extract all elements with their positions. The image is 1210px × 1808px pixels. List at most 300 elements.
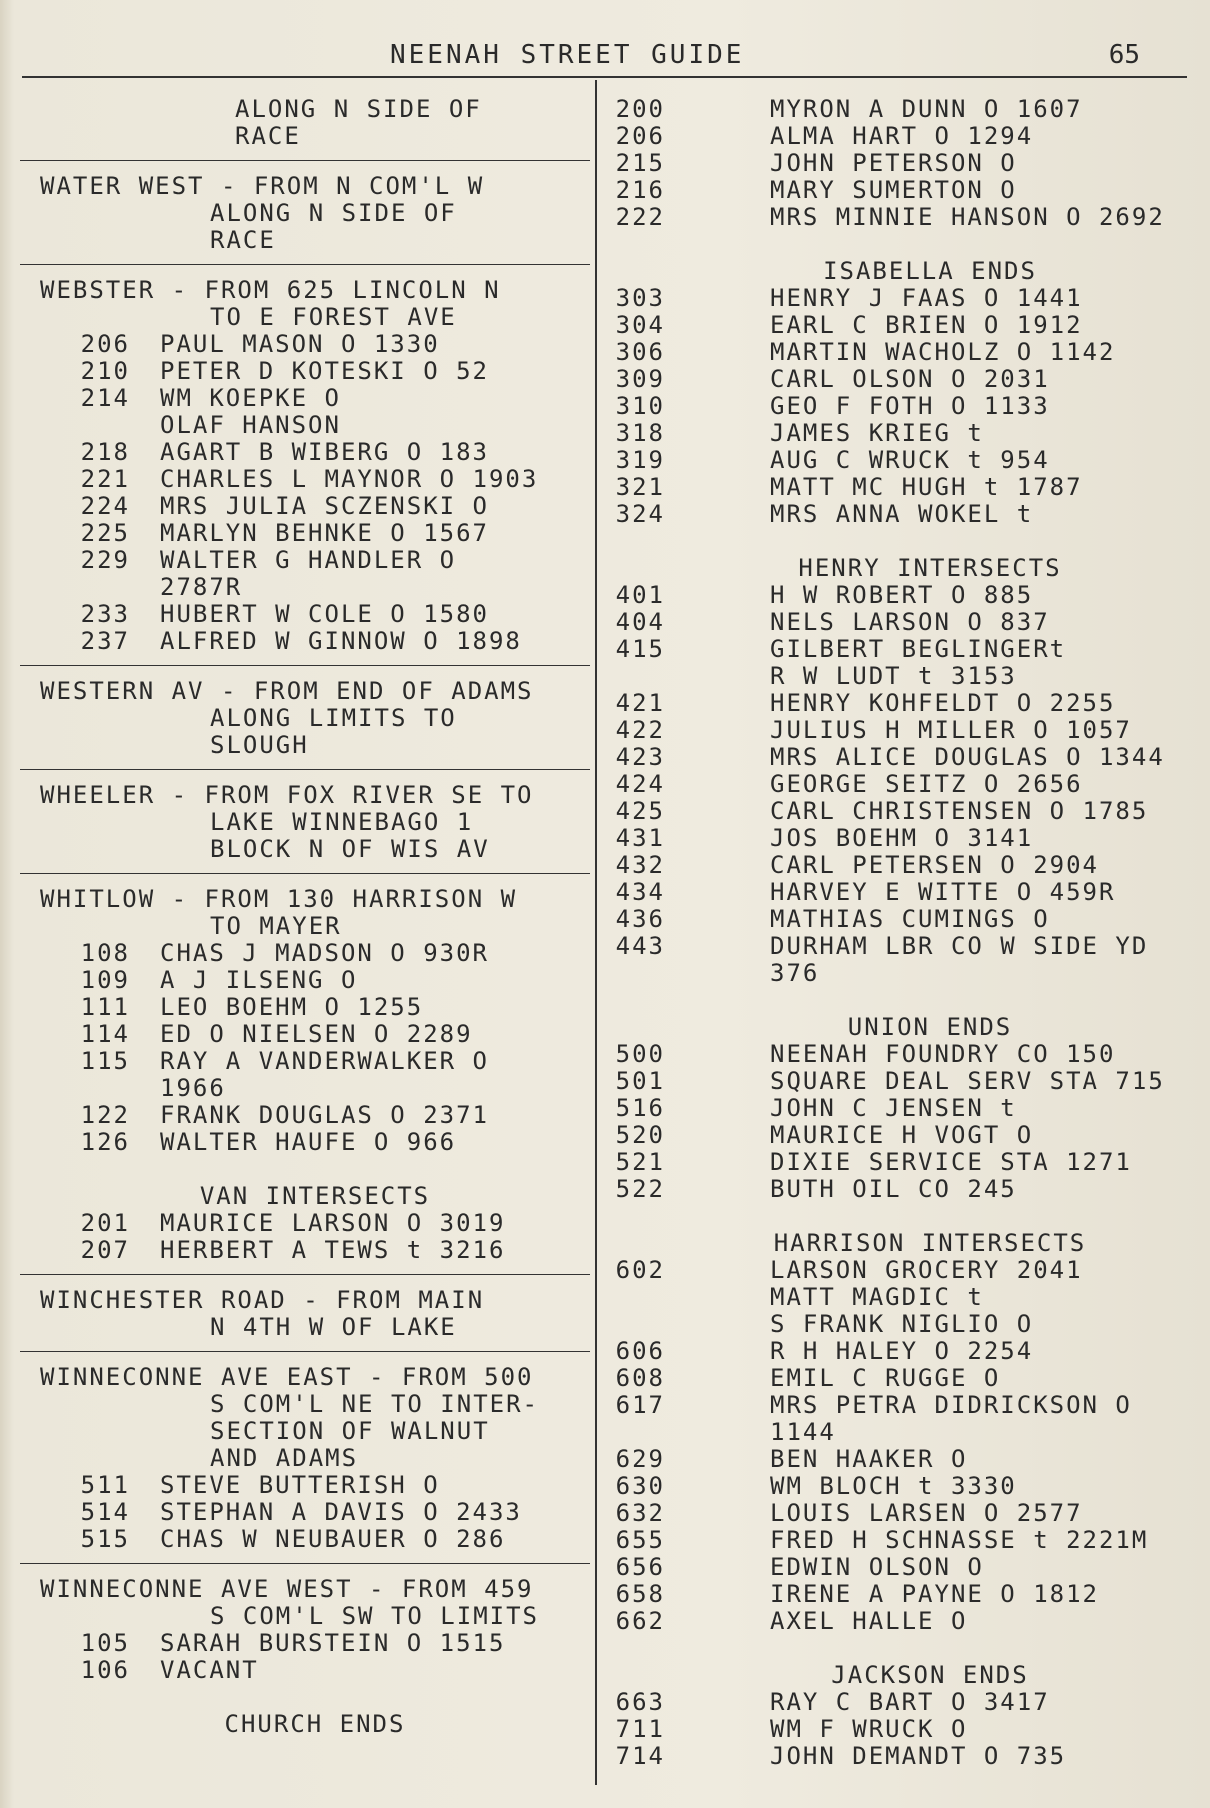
resident-entry: STEVE BUTTERISH O [160,1471,440,1499]
spacer [40,1156,590,1183]
section-divider [20,264,590,265]
house-number: 425 [615,797,665,825]
street-description-line: ALONG LIMITS TO [210,704,457,732]
street-description: - FROM N COM'L W [220,172,485,200]
listing-row [40,331,590,358]
resident-entry: RAY A VANDERWALKER O [160,1047,489,1075]
resident-entry: EMIL C RUGGE O [770,1364,1001,1392]
listing-row [615,1607,1190,1635]
resident-entry: CHARLES L MAYNOR O 1903 [160,465,539,493]
listing-row [40,547,590,574]
house-number [595,960,695,987]
resident-entry: HERBERT A TEWS t 3216 [160,1236,506,1264]
street-heading [40,678,590,705]
street-description: - FROM MAIN [303,1286,485,1314]
listing-row [615,473,1190,501]
listing-row [615,392,1190,420]
resident-entry: CHAS J MADSON O 930R [160,939,489,967]
house-number: 216 [615,176,665,204]
house-number: 222 [615,203,665,231]
listing-row [40,1526,590,1553]
resident-entry: HARVEY E WITTE O 459R [770,878,1116,906]
street-heading [40,1287,590,1314]
listing-row [615,1688,1190,1716]
house-number [595,663,695,690]
listing-row [40,940,590,967]
listing-row [615,1067,1190,1095]
street-name: WEBSTER [40,276,156,304]
house-number [595,1311,695,1338]
house-number: 658 [615,1580,665,1608]
resident-entry: 1966 [160,1074,226,1102]
listing-row [615,149,1190,177]
street-description: - FROM FOX RIVER SE TO [171,781,534,809]
house-number: 200 [615,95,665,123]
house-number: 424 [615,770,665,798]
house-number: 122 [80,1101,130,1129]
listing-row [615,689,1190,717]
listing-row [615,176,1190,204]
resident-entry: RAY C BART O 3417 [770,1688,1050,1716]
resident-entry: CARL CHRISTENSEN O 1785 [770,797,1149,825]
resident-entry: AGART B WIBERG O 183 [160,438,489,466]
street-description: - FROM 459 [369,1575,534,1603]
listing-row [615,743,1190,771]
resident-entry: VACANT [160,1656,259,1684]
resident-entry: OLAF HANSON [160,411,341,439]
listing-row [40,628,590,655]
listing-row [615,716,1190,744]
house-number: 109 [80,966,130,994]
listing-row [615,1445,1190,1473]
resident-entry: LARSON GROCERY 2041 [770,1256,1083,1284]
house-number: 214 [80,384,130,412]
listing-row [615,203,1190,231]
street-heading [40,782,590,809]
resident-entry: ALFRED W GINNOW O 1898 [160,627,522,655]
street-description: - FROM 625 LINCOLN N [171,276,501,304]
cross-street-note: HARRISON INTERSECTS [773,1229,1087,1257]
resident-entry: R W LUDT t 3153 [770,662,1017,690]
listing-row [615,1526,1190,1554]
listing-row [40,574,590,601]
resident-entry: 2787R [160,573,243,601]
listing-row [40,1102,590,1129]
resident-entry: PETER D KOTESKI O 52 [160,357,489,385]
house-number: 655 [615,1526,665,1554]
listing-row [615,1175,1190,1203]
street-heading [40,1576,590,1603]
house-number: 404 [615,608,665,636]
house-number: 111 [80,993,130,1021]
resident-entry: GILBERT BEGLINGERt [770,635,1067,663]
resident-entry: BUTH OIL CO 245 [770,1175,1017,1203]
house-number: 237 [80,627,130,655]
house-number: 105 [80,1629,130,1657]
resident-entry: WALTER HAUFE O 966 [160,1128,457,1156]
listing-row [615,608,1190,636]
section-divider [20,160,590,161]
listing-row [670,1311,1190,1338]
house-number: 521 [615,1148,665,1176]
listing-row [40,385,590,412]
listing-row [615,797,1190,825]
street-description-line: N 4TH W OF LAKE [210,1313,457,1341]
street-description-line: ALONG N SIDE OF [210,199,457,227]
resident-entry: HUBERT W COLE O 1580 [160,600,489,628]
section-divider [20,873,590,874]
house-number: 310 [615,392,665,420]
resident-entry: HENRY KOHFELDT O 2255 [770,689,1116,717]
resident-entry: DURHAM LBR CO W SIDE YD [770,932,1149,960]
house-number: 432 [615,851,665,879]
house-number [40,574,160,601]
resident-entry: FRANK DOUGLAS O 2371 [160,1101,489,1129]
resident-entry: FRED H SCHNASSE t 2221M [770,1526,1149,1554]
house-number: 514 [80,1498,130,1526]
resident-entry: MATT MAGDIC t [770,1283,984,1311]
listing-row [615,338,1190,366]
listing-row [40,1657,590,1684]
street-name: WATER WEST [40,172,205,200]
listing-row [615,1121,1190,1149]
house-number [595,1419,695,1446]
house-number: 318 [615,419,665,447]
resident-entry: MYRON A DUNN O 1607 [770,95,1083,123]
resident-entry: H W ROBERT O 885 [770,581,1034,609]
resident-entry: HENRY J FAAS O 1441 [770,284,1083,312]
street-description-line: LAKE WINNEBAGO 1 [210,808,474,836]
resident-entry: LOUIS LARSEN O 2577 [770,1499,1083,1527]
listing-row [615,1391,1190,1419]
listing-row [615,1499,1190,1527]
gap [155,782,171,809]
listing-row [670,960,1190,987]
house-number: 522 [615,1175,665,1203]
listing-row [615,1364,1190,1392]
resident-entry: NELS LARSON O 837 [770,608,1050,636]
street-name: WHITLOW [40,885,156,913]
resident-entry: 1144 [770,1418,836,1446]
resident-entry: BEN HAAKER O [770,1445,968,1473]
listing-row [670,1419,1190,1446]
listing-row [40,466,590,493]
listing-row [40,1048,590,1075]
gap [155,886,171,913]
spacer [670,1203,1190,1230]
listing-row [615,824,1190,852]
resident-entry: CHAS W NEUBAUER O 286 [160,1525,506,1553]
listing-row [615,1148,1190,1176]
gap [353,1364,369,1391]
spacer [40,1684,590,1711]
resident-entry: MAURICE H VOGT O [770,1121,1034,1149]
listing-row [40,967,590,994]
resident-entry: AXEL HALLE O [770,1607,968,1635]
house-number: 215 [615,149,665,177]
listing-row [615,1472,1190,1500]
resident-entry: MRS ALICE DOUGLAS O 1344 [770,743,1165,771]
street-description: - FROM 500 [369,1363,534,1391]
resident-entry: AUG C WRUCK t 954 [770,446,1050,474]
resident-entry: MAURICE LARSON O 3019 [160,1209,506,1237]
listing-row [615,1580,1190,1608]
listing-row [40,1499,590,1526]
house-number: 415 [615,635,665,663]
street-name: WESTERN AV [40,677,205,705]
left-column [40,96,590,1738]
listing-row [40,1021,590,1048]
listing-row [615,95,1190,123]
resident-entry: JAMES KRIEG t [770,419,984,447]
resident-entry: ALMA HART O 1294 [770,122,1034,150]
resident-entry: IRENE A PAYNE O 1812 [770,1580,1099,1608]
cross-street-note: CHURCH ENDS [224,1710,406,1738]
house-number: 434 [615,878,665,906]
section-divider [20,1351,590,1352]
listing-row [40,1630,590,1657]
resident-entry: LEO BOEHM O 1255 [160,993,424,1021]
gap [287,1287,303,1314]
listing-row [615,419,1190,447]
listing-row [40,994,590,1021]
gap [353,1576,369,1603]
house-number: 321 [615,473,665,501]
gap [205,678,221,705]
listing-row [40,493,590,520]
resident-entry: JOS BOEHM O 3141 [770,824,1034,852]
listing-row [40,358,590,385]
house-number: 711 [615,1715,665,1743]
resident-entry: S FRANK NIGLIO O [770,1310,1034,1338]
house-number: 306 [615,338,665,366]
resident-entry: NEENAH FOUNDRY CO 150 [770,1040,1116,1068]
house-number: 608 [615,1364,665,1392]
resident-entry: MRS PETRA DIDRICKSON O [770,1391,1132,1419]
resident-entry: CARL OLSON O 2031 [770,365,1050,393]
spacer [670,528,1190,555]
house-number: 500 [615,1040,665,1068]
listing-row [615,851,1190,879]
listing-row [40,1129,590,1156]
right-column [615,95,1190,1770]
house-number: 115 [80,1047,130,1075]
street-description: - FROM 130 HARRISON W [171,885,518,913]
street-heading [40,886,590,913]
listing-row [670,1284,1190,1311]
house-number: 602 [615,1256,665,1284]
house-number: 431 [615,824,665,852]
house-number: 515 [80,1525,130,1553]
resident-entry: R H HALEY O 2254 [770,1337,1034,1365]
resident-entry: WM BLOCH t 3330 [770,1472,1017,1500]
house-number: 114 [80,1020,130,1048]
house-number: 233 [80,600,130,628]
house-number: 663 [615,1688,665,1716]
house-number: 225 [80,519,130,547]
page-number: 65 [1108,40,1140,70]
resident-entry: MRS ANNA WOKEL t [770,500,1034,528]
street-name: WHEELER [40,781,156,809]
street-description-line: SLOUGH [210,731,309,759]
street-description-line: BLOCK N OF WIS AV [210,835,490,863]
house-number: 662 [615,1607,665,1635]
house-number: 501 [615,1067,665,1095]
street-name: WINCHESTER ROAD [40,1286,287,1314]
house-number: 629 [615,1445,665,1473]
resident-entry: JOHN PETERSON O [770,149,1017,177]
house-number: 401 [615,581,665,609]
listing-row [615,500,1190,528]
street-description-line: RACE [210,226,276,254]
section-divider [20,1563,590,1564]
resident-entry: GEORGE SEITZ O 2656 [770,770,1083,798]
resident-entry: SARAH BURSTEIN O 1515 [160,1629,506,1657]
house-number: 324 [615,500,665,528]
continuation-line: RACE [235,122,301,150]
resident-entry: GEO F FOTH O 1133 [770,392,1050,420]
street-description-line: S COM'L SW TO LIMITS [210,1602,539,1630]
resident-entry: MRS JULIA SCZENSKI O [160,492,489,520]
page-title: NEENAH STREET GUIDE [390,40,745,70]
listing-row [615,1256,1190,1284]
house-number: 303 [615,284,665,312]
resident-entry: MRS MINNIE HANSON O 2692 [770,203,1165,231]
resident-entry: 376 [770,959,820,987]
listing-row [615,1040,1190,1068]
resident-entry: MARY SUMERTON O [770,176,1017,204]
house-number: 606 [615,1337,665,1365]
house-number: 319 [615,446,665,474]
gap [155,277,171,304]
house-number: 656 [615,1553,665,1581]
listing-row [40,601,590,628]
house-number [595,1284,695,1311]
cross-street-note: HENRY INTERSECTS [798,554,1062,582]
resident-entry: STEPHAN A DAVIS O 2433 [160,1498,522,1526]
listing-row [670,663,1190,690]
resident-entry: DIXIE SERVICE STA 1271 [770,1148,1132,1176]
house-number: 218 [80,438,130,466]
resident-entry: MARTIN WACHOLZ O 1142 [770,338,1116,366]
resident-entry: CARL PETERSEN O 2904 [770,851,1099,879]
continuation-line: ALONG N SIDE OF [235,95,482,123]
street-name: WINNECONNE AVE WEST [40,1575,353,1603]
resident-entry: A J ILSENG O [160,966,358,994]
street-description-line: TO E FOREST AVE [210,303,457,331]
listing-row [615,878,1190,906]
spacer [670,987,1190,1014]
street-heading [40,277,590,304]
spacer [670,231,1190,258]
resident-entry: SQUARE DEAL SERV STA 715 [770,1067,1165,1095]
listing-row [40,412,590,439]
listing-row [40,520,590,547]
listing-row [615,1553,1190,1581]
listing-row [615,311,1190,339]
listing-row [40,1237,590,1264]
street-description-line: SECTION OF WALNUT [210,1417,490,1445]
house-number [40,1075,160,1102]
house-number: 516 [615,1094,665,1122]
resident-entry: MARLYN BEHNKE O 1567 [160,519,489,547]
listing-row [615,635,1190,663]
house-number: 224 [80,492,130,520]
listing-row [615,1742,1190,1770]
house-number: 221 [80,465,130,493]
street-heading [40,173,590,200]
house-number: 206 [80,330,130,358]
listing-row [615,770,1190,798]
cross-street-note: VAN INTERSECTS [199,1182,431,1210]
house-number: 443 [615,932,665,960]
cross-street-note: UNION ENDS [847,1013,1013,1041]
house-number: 207 [80,1236,130,1264]
house-number: 422 [615,716,665,744]
house-number [40,412,160,439]
listing-row [615,932,1190,960]
street-description-line: S COM'L NE TO INTER- [210,1390,539,1418]
listing-row [615,446,1190,474]
house-number: 206 [615,122,665,150]
house-number: 108 [80,939,130,967]
house-number: 520 [615,1121,665,1149]
resident-entry: WM F WRUCK O [770,1715,968,1743]
house-number: 423 [615,743,665,771]
listing-row [615,1094,1190,1122]
listing-row [615,1337,1190,1365]
resident-entry: ED O NIELSEN O 2289 [160,1020,473,1048]
listing-row [615,581,1190,609]
resident-entry: JULIUS H MILLER O 1057 [770,716,1132,744]
house-number: 630 [615,1472,665,1500]
section-divider [20,769,590,770]
resident-entry: WALTER G HANDLER O [160,546,457,574]
resident-entry: EDWIN OLSON O [770,1553,984,1581]
house-number: 714 [615,1742,665,1770]
house-number: 210 [80,357,130,385]
street-description-line: TO MAYER [210,912,342,940]
house-number: 229 [80,546,130,574]
section-divider [20,1274,590,1275]
house-number: 201 [80,1209,130,1237]
listing-row [615,122,1190,150]
house-number: 421 [615,689,665,717]
listing-row [615,1715,1190,1743]
house-number: 617 [615,1391,665,1419]
house-number: 309 [615,365,665,393]
house-number: 126 [80,1128,130,1156]
house-number: 632 [615,1499,665,1527]
listing-row [615,284,1190,312]
resident-entry: JOHN C JENSEN t [770,1094,1017,1122]
cross-street-note: ISABELLA ENDS [823,257,1037,285]
header-rule [22,76,1187,78]
listing-row [40,1210,590,1237]
house-number: 106 [80,1656,130,1684]
listing-row [615,365,1190,393]
listing-row [40,1472,590,1499]
resident-entry: PAUL MASON O 1330 [160,330,440,358]
resident-entry: EARL C BRIEN O 1912 [770,311,1083,339]
gap [205,173,221,200]
resident-entry: JOHN DEMANDT O 735 [770,1742,1067,1770]
street-heading [40,1364,590,1391]
street-name: WINNECONNE AVE EAST [40,1363,353,1391]
resident-entry: MATT MC HUGH t 1787 [770,473,1083,501]
resident-entry: MATHIAS CUMINGS O [770,905,1050,933]
spacer [670,1635,1190,1662]
